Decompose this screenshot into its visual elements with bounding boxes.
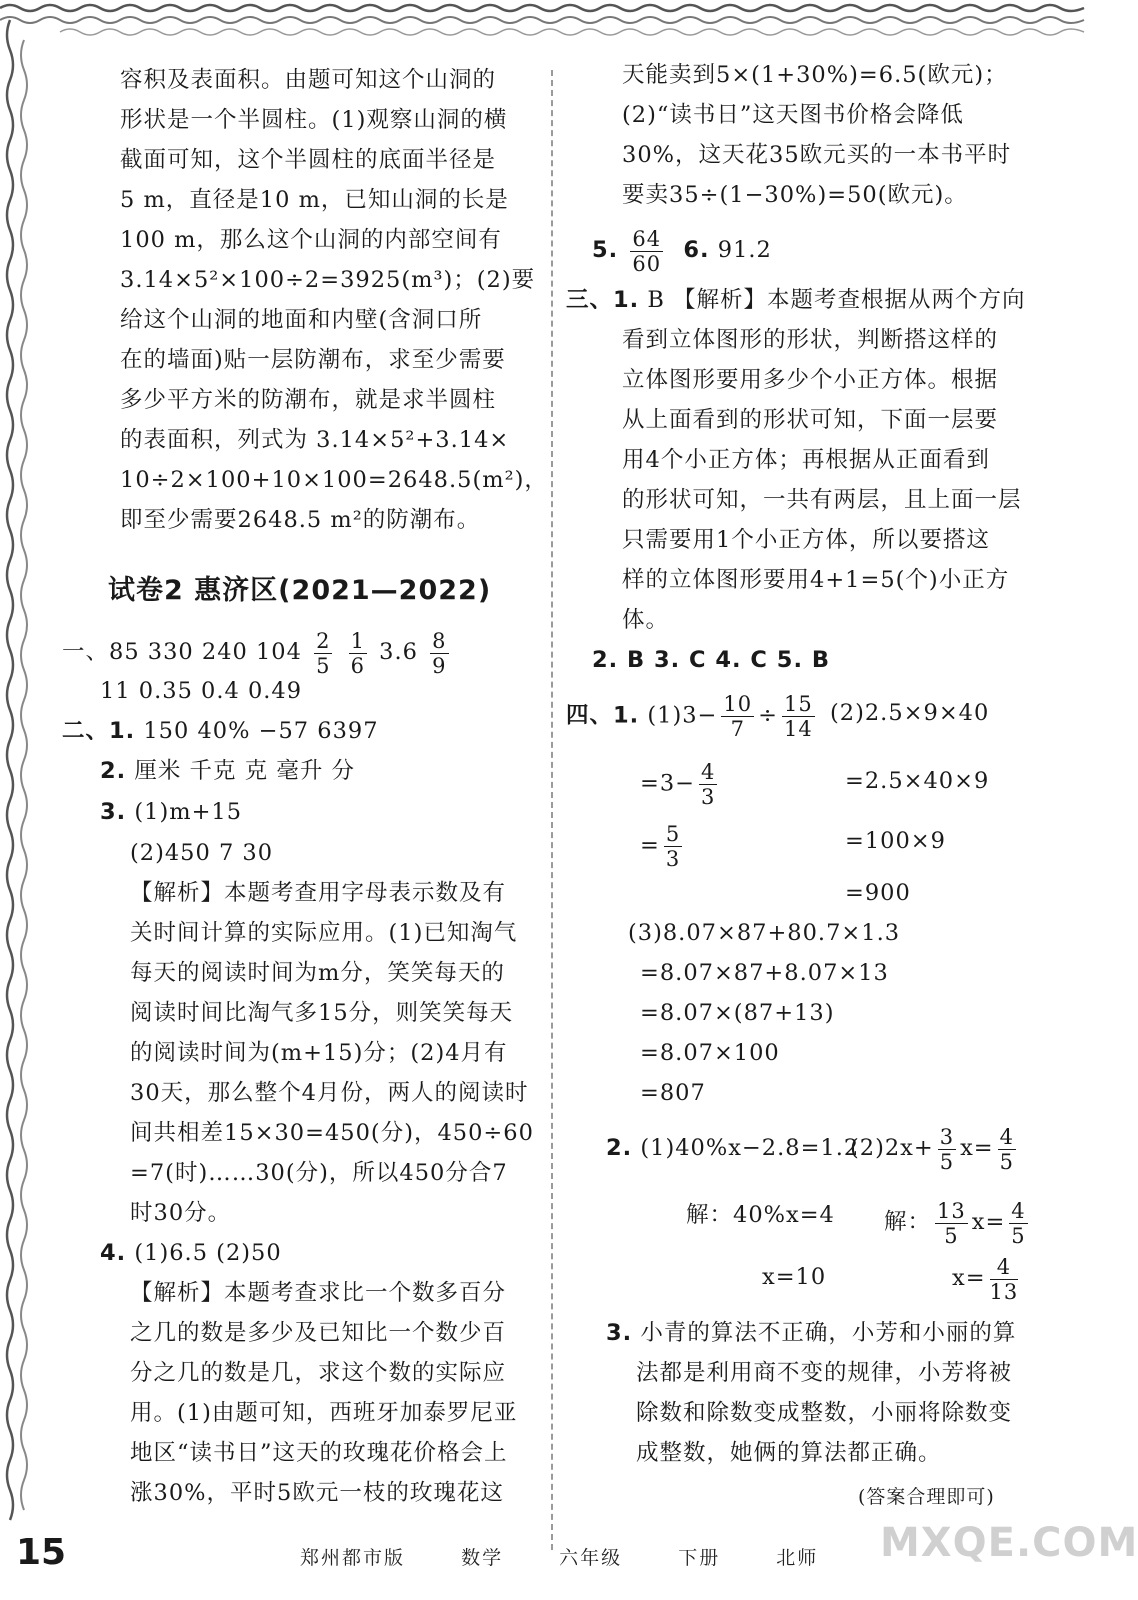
text-line: (2)2.5×9×40 [830, 700, 990, 726]
question-number: 3. [606, 1320, 633, 1346]
decorative-wave-border-top [0, 0, 1084, 48]
numerator: 64 [632, 226, 662, 251]
text-line: 的形状可知，一共有两层，且上面一层 [622, 487, 1022, 513]
text-line: 容积及表面积。由题可知这个山洞的 [120, 67, 497, 93]
answer-row [850, 1120, 1020, 1176]
fraction [990, 1255, 1019, 1304]
text-line: x=10 [762, 1264, 827, 1290]
denominator: 60 [632, 251, 662, 276]
answer-row-2 [62, 716, 379, 746]
question-number: 二、1. [62, 718, 136, 744]
denominator: 7 [730, 717, 745, 741]
text-line: 地区“读书日”这天的玫瑰花价格会上 [130, 1440, 508, 1466]
text-line: 10÷2×100+10×100=2648.5(m²)， [120, 467, 548, 493]
text-line: 从上面看到的形状可知，下面一层要 [622, 407, 999, 433]
text-line: 100 m，那么这个山洞的内部空间有 [120, 227, 502, 253]
text-line: 在的墙面)贴一层防潮布，求至少需要 [120, 347, 506, 373]
text-line: 每天的阅读时间为m分，笑笑每天的 [130, 960, 505, 986]
denominator: 5 [939, 1149, 955, 1174]
text-run: ÷ [758, 702, 778, 729]
text-line: 5 m，直径是10 m，已知山洞的长是 [120, 187, 509, 213]
question-number: 2. [606, 1135, 633, 1161]
footer-publisher: 北师 [776, 1547, 819, 1569]
text-run: (1)3− [647, 702, 718, 729]
answer-row [100, 797, 242, 827]
text-run: x= [971, 1209, 1006, 1235]
question-number: 5. [592, 237, 619, 263]
numerator: 4 [999, 1124, 1015, 1149]
text-line: (2)450 7 30 [130, 840, 274, 866]
text-line: 天能卖到5×(1+30%)=6.5(欧元)； [622, 62, 1008, 88]
text-line: 成整数，她俩的算法都正确。 [636, 1440, 942, 1466]
text-line: 分之几的数是几，求这个数的实际应 [130, 1360, 507, 1386]
text-line: 截面可知，这个半圆柱的底面半径是 [120, 147, 497, 173]
text-line: 【解析】本题考查求比一个数多百分 [130, 1280, 507, 1306]
text-run: 厘米 千克 克 毫升 分 [134, 758, 355, 784]
text-line: 法都是利用商不变的规律，小芳将被 [636, 1360, 1013, 1386]
answer-row [884, 1194, 1032, 1250]
text-line: 2. B 3. C 4. C 5. B [592, 647, 830, 673]
column-divider [551, 70, 553, 1550]
text-line: 3.14×5²×100÷2=3925(m³)；(2)要 [120, 267, 536, 293]
numerator: 4 [1011, 1198, 1026, 1223]
numerator: 4 [990, 1255, 1019, 1280]
text-run: 3.6 [379, 639, 418, 665]
fraction [630, 227, 663, 276]
numerator: 4 [701, 760, 716, 784]
text-run: 解： [884, 1209, 932, 1235]
text-line: 30天，那么整个4月份，两人的阅读时 [130, 1080, 529, 1106]
denominator: 5 [944, 1223, 959, 1248]
numerator: 5 [665, 822, 681, 846]
text-line: 阅读时间比淘气多15分，则笑笑每天 [130, 1000, 514, 1026]
text-line: =900 [845, 880, 911, 906]
fraction [314, 629, 332, 678]
footer-volume: 下册 [678, 1547, 721, 1569]
text-line: 形状是一个半圆柱。(1)观察山洞的横 [120, 107, 508, 133]
text-line: =100×9 [845, 828, 946, 854]
fraction [699, 760, 717, 809]
denominator: 5 [999, 1149, 1015, 1174]
text-line: 体。 [622, 607, 670, 633]
decorative-wave-border-left [0, 0, 56, 1530]
denominator: 5 [1011, 1223, 1026, 1248]
text-run: 一、 [62, 639, 110, 665]
text-line: 解：40%x=4 [686, 1202, 835, 1228]
text-run: 150 40% −57 6397 [143, 718, 379, 744]
answer-row [952, 1250, 1022, 1306]
fraction [938, 1125, 956, 1174]
numerator: 2 [316, 628, 331, 653]
text-line: 间共相差15×30=450(分)，450÷60 [130, 1120, 534, 1146]
denominator: 9 [432, 653, 447, 678]
text-line: =7(时)……30(分)，所以450分合7 [130, 1160, 508, 1186]
text-run: (1)40%x−2.8=1.2 [640, 1135, 860, 1161]
fraction [721, 692, 754, 741]
text-run: (2)2x+ [850, 1135, 934, 1161]
answer-row [100, 756, 355, 786]
denominator: 14 [784, 717, 813, 741]
answer-row [100, 1238, 282, 1268]
text-line: 11 0.35 0.4 0.49 [100, 678, 303, 704]
fraction [349, 629, 367, 678]
watermark-logo: MXQE.COM [880, 1520, 1138, 1566]
denominator: 13 [989, 1279, 1019, 1304]
text-line: 只需要用1个小正方体，所以要搭这 [622, 527, 990, 553]
answer-row [566, 692, 819, 741]
text-line: (2)“读书日”这天图书价格会降低 [622, 102, 964, 128]
fraction [935, 1199, 968, 1248]
fraction [782, 692, 815, 741]
text-run: = [640, 832, 660, 859]
footer-info [300, 1543, 848, 1570]
text-line: =8.07×87+8.07×13 [640, 960, 889, 986]
text-line: 之几的数是多少及已知比一个数少百 [130, 1320, 507, 1346]
numerator: 10 [723, 692, 753, 716]
text-line: 除数和除数变成整数，小丽将除数变 [636, 1400, 1013, 1426]
answer-row [606, 1124, 859, 1172]
text-run: (1)m+15 [134, 799, 243, 825]
text-line: 立体图形要用多少个小正方体。根据 [622, 367, 999, 393]
text-line: 看到立体图形的形状，判断搭这样的 [622, 327, 999, 353]
text-line: =807 [640, 1080, 706, 1106]
text-run: 小青的算法不正确，小芳和小丽的算 [640, 1320, 1017, 1346]
fraction [430, 629, 448, 678]
question-number: 四、1. [566, 702, 640, 729]
numerator: 3 [939, 1124, 955, 1149]
text-line: 的阅读时间为(m+15)分；(2)4月有 [130, 1040, 508, 1066]
numerator: 15 [784, 692, 813, 716]
question-number: 3. [100, 799, 127, 825]
footer-edition: 郑州都市版 [300, 1547, 406, 1569]
question-number: 4. [100, 1240, 127, 1266]
text-line: 给这个山洞的地面和内壁(含洞口所 [120, 307, 483, 333]
text-line: 30%，这天花35欧元买的一本书平时 [622, 142, 1012, 168]
closing-note: (答案合理即可) [858, 1486, 995, 1508]
text-line: (3)8.07×87+80.7×1.3 [628, 920, 901, 946]
numerator: 13 [937, 1198, 966, 1223]
fraction [1009, 1199, 1027, 1248]
denominator: 3 [701, 785, 716, 809]
answer-row [640, 822, 686, 871]
footer-subject: 数学 [461, 1547, 504, 1569]
text-run: (1)6.5 (2)50 [134, 1240, 282, 1266]
footer-grade: 六年级 [559, 1547, 623, 1569]
text-line: 多少平方米的防潮布，就是求半圆柱 [120, 387, 497, 413]
denominator: 5 [316, 653, 331, 678]
section-title: 试卷2 惠济区(2021—2022) [108, 575, 492, 606]
text-line: 用4个小正方体；再根据从正面看到 [622, 447, 990, 473]
page-number: 15 [16, 1532, 67, 1573]
text-line: =2.5×40×9 [845, 768, 990, 794]
answer-row [606, 1318, 1016, 1348]
text-run: 85 330 240 104 [109, 639, 302, 665]
answer-row [640, 760, 721, 809]
text-run: 91.2 [717, 237, 772, 263]
text-run: =3− [640, 770, 696, 797]
text-line: 时30分。 [130, 1200, 232, 1226]
denominator: 6 [350, 653, 366, 678]
answer-row [566, 285, 1026, 315]
text-line: 的表面积，列式为 3.14×5²+3.14× [120, 427, 510, 453]
text-line: =8.07×(87+13) [640, 1000, 835, 1026]
question-number: 三、1. [566, 287, 640, 313]
text-line: 【解析】本题考查用字母表示数及有 [130, 880, 507, 906]
text-line: 样的立体图形要用4+1=5(个)小正方 [622, 567, 1010, 593]
text-run: x= [960, 1135, 994, 1161]
question-number: 2. [100, 758, 127, 784]
text-run: B 【解析】本题考查根据从两个方向 [647, 287, 1026, 313]
text-line: =8.07×100 [640, 1040, 780, 1066]
text-run: x= [952, 1265, 986, 1291]
text-line: 用。(1)由题可知，西班牙加泰罗尼亚 [130, 1400, 518, 1426]
denominator: 3 [665, 847, 681, 871]
text-line: 关时间计算的实际应用。(1)已知淘气 [130, 920, 518, 946]
text-line: 即至少需要2648.5 m²的防潮布。 [120, 507, 481, 533]
fraction [998, 1125, 1016, 1174]
answer-row-1 [62, 622, 453, 682]
text-line: 涨30%，平时5欧元一枝的玫瑰花这 [130, 1480, 504, 1506]
answer-row [592, 222, 772, 278]
text-line: 要卖35÷(1−30%)=50(欧元)。 [622, 182, 968, 208]
numerator: 1 [350, 628, 366, 653]
question-number: 6. [683, 237, 710, 263]
numerator: 8 [432, 628, 447, 653]
fraction [664, 822, 682, 871]
